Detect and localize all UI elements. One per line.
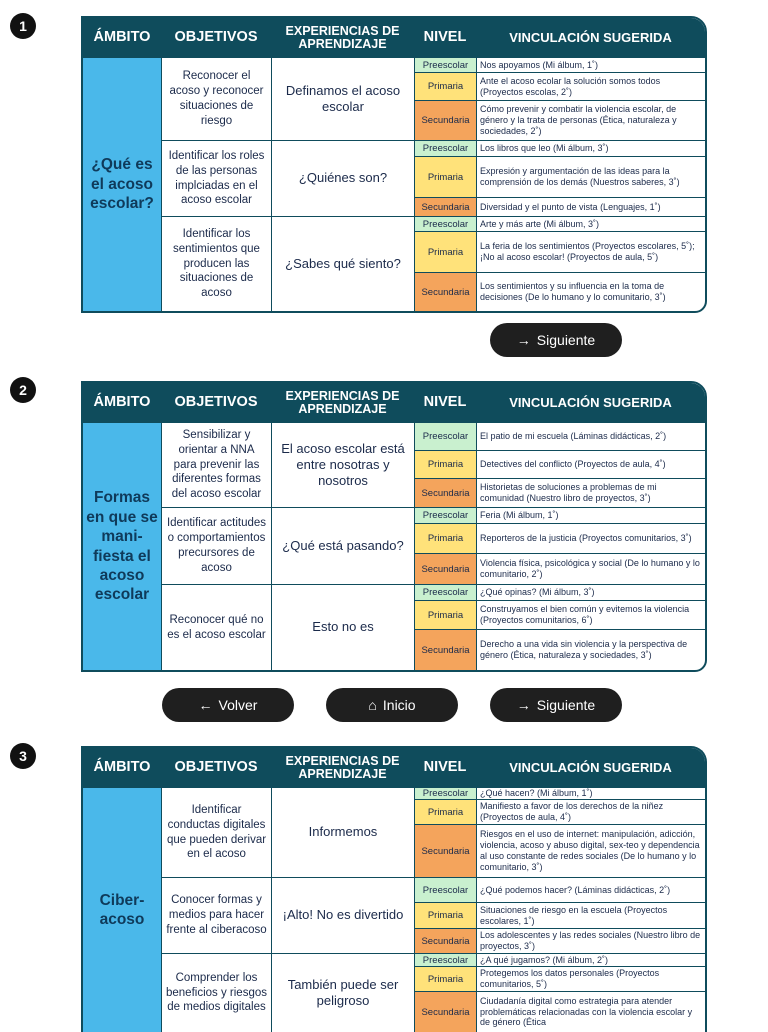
table-row xyxy=(162,217,705,311)
level-secundaria: Secundaria xyxy=(415,273,477,311)
level-secundaria: Secundaria xyxy=(415,630,477,670)
link-text: ¿Qué hacen? (Mi álbum, 1˚) xyxy=(480,788,593,799)
level-preescolar: Preescolar xyxy=(415,788,477,799)
ambito-cell: ¿Qué es el acoso escolar? xyxy=(83,58,162,311)
level-secundaria: Secundaria xyxy=(415,479,477,507)
experience-cell: ¿Quiénes son? xyxy=(272,141,415,216)
link-text: Derecho a una vida sin violencia y la perspectiva de género (Ética, naturaleza y sociedades, 3˚) xyxy=(480,639,688,660)
objective-cell: Identificar los roles de las personas implciadas en el acoso escolar xyxy=(162,141,272,216)
next-label: Siguiente xyxy=(536,697,596,713)
experience-cell: Esto no es xyxy=(272,585,415,670)
header-objetivos: OBJETIVOS xyxy=(174,759,258,776)
link-text: Detectives del conflicto (Proyectos de aula, 4˚) xyxy=(480,459,666,470)
section-number: 1 xyxy=(10,13,36,39)
level-secundaria: Secundaria xyxy=(415,992,477,1032)
experience-cell: El acoso escolar está entre nosotras y nosotros xyxy=(272,423,415,507)
experience-cell: ¡Alto! No es divertido xyxy=(272,878,415,953)
link-text: Feria (Mi álbum, 1˚) xyxy=(480,510,559,521)
level-primaria: Primaria xyxy=(415,524,477,553)
table-row xyxy=(162,788,705,878)
table-row xyxy=(162,58,705,141)
level-preescolar: Preescolar xyxy=(415,508,477,523)
next-button[interactable] xyxy=(490,323,622,357)
link-text: Ante el acoso ecolar la solución somos todos (Proyectos escolas, 2˚) xyxy=(480,75,661,97)
header-experiencias: EXPERIENCIAS DE APRENDIZAJE xyxy=(285,23,400,51)
link-text: Nos apoyamos (Mi álbum, 1˚) xyxy=(480,59,599,70)
ambito-cell: Formas en que se mani- fiesta el acoso escolar xyxy=(83,423,162,670)
table-row xyxy=(162,141,705,217)
header-nivel: NIVEL xyxy=(423,29,467,46)
link-text: ¿Qué podemos hacer? (Láminas didácticas, 2˚) xyxy=(480,884,671,895)
header-ambito: ÁMBITO xyxy=(93,29,151,46)
back-button[interactable] xyxy=(162,688,294,722)
table-header xyxy=(83,748,705,788)
level-preescolar: Preescolar xyxy=(415,141,477,156)
next-label: Siguiente xyxy=(536,332,596,348)
objective-cell: Reconocer el acoso y reconocer situaciones de riesgo xyxy=(162,58,272,140)
link-text: Protegemos los datos personales (Proyectos comunitarios, 5˚) xyxy=(480,968,660,989)
level-primaria: Primaria xyxy=(415,451,477,478)
level-preescolar: Preescolar xyxy=(415,878,477,902)
link-text: Manifiesto a favor de los derechos de la niñez (Proyectos de aula, 4˚) xyxy=(480,801,664,822)
experience-cell: ¿Sabes qué siento? xyxy=(272,217,415,311)
link-text: Riesgos en el uso de internet: manipulación, adicción, violencia, acoso y abuso digital, sex-teo y dependencia al uso constante de redes sociales (De lo humano y lo comunitario, 3˚) xyxy=(480,829,700,872)
table-row xyxy=(162,878,705,954)
level-secundaria: Secundaria xyxy=(415,198,477,216)
level-secundaria: Secundaria xyxy=(415,554,477,584)
experience-cell: También puede ser peligroso xyxy=(272,954,415,1032)
curriculum-table xyxy=(81,746,707,1032)
header-ambito: ÁMBITO xyxy=(93,759,151,776)
level-primaria: Primaria xyxy=(415,601,477,629)
next-button[interactable] xyxy=(490,688,622,722)
curriculum-table xyxy=(81,16,707,313)
objective-cell: Identificar actitudes o comportamientos precursores de acoso xyxy=(162,508,272,584)
home-button[interactable] xyxy=(326,688,458,722)
level-secundaria: Secundaria xyxy=(415,825,477,877)
experience-cell: ¿Qué está pasando? xyxy=(272,508,415,584)
arrow-right-icon: → xyxy=(516,332,531,348)
objective-cell: Sensibilizar y orientar a NNA para prevenir las diferentes formas del acoso escolar xyxy=(162,423,272,507)
experience-cell: Definamos el acoso escolar xyxy=(272,58,415,140)
link-text: Historietas de soluciones a problemas de mi comunidad (Nuestro libro de proyectos, 3˚) xyxy=(480,482,657,503)
level-secundaria: Secundaria xyxy=(415,101,477,140)
link-text: ¿Qué opinas? (Mi álbum, 3˚) xyxy=(480,587,595,598)
table-row xyxy=(162,423,705,508)
link-text: Cómo prevenir y combatir la violencia escolar, de género y la trata de personas (Ética, naturaleza y sociedades, 2˚) xyxy=(480,104,677,136)
objective-cell: Conocer formas y medios para hacer frente al ciberacoso xyxy=(162,878,272,953)
level-primaria: Primaria xyxy=(415,800,477,824)
level-secundaria: Secundaria xyxy=(415,929,477,953)
header-vinculacion: VINCULACIÓN SUGERIDA xyxy=(509,395,672,411)
objective-cell: Identificar conductas digitales que pueden derivar en el acoso xyxy=(162,788,272,877)
header-vinculacion: VINCULACIÓN SUGERIDA xyxy=(509,30,672,46)
header-experiencias: EXPERIENCIAS DE APRENDIZAJE xyxy=(285,388,400,416)
table-header xyxy=(83,383,705,423)
level-primaria: Primaria xyxy=(415,903,477,928)
header-nivel: NIVEL xyxy=(423,759,467,776)
link-text: Los adolescentes y las redes sociales (Nuestro libro de proyectos, 3˚) xyxy=(480,930,701,951)
level-primaria: Primaria xyxy=(415,73,477,100)
level-preescolar: Preescolar xyxy=(415,954,477,966)
objective-cell: Comprender los beneficios y riesgos de medios digitales xyxy=(162,954,272,1032)
link-text: Los sentimientos y su influencia en la toma de decisiones (De lo humano y lo comunitario, 3˚) xyxy=(480,281,666,302)
link-text: Situaciones de riesgo en la escuela (Proyectos escolares, 1˚) xyxy=(480,904,668,926)
level-preescolar: Preescolar xyxy=(415,58,477,72)
link-text: Reporteros de la justicia (Proyectos comunitarios, 3˚) xyxy=(480,533,692,544)
header-vinculacion: VINCULACIÓN SUGERIDA xyxy=(509,760,672,776)
header-objetivos: OBJETIVOS xyxy=(174,394,258,411)
table-row xyxy=(162,954,705,1032)
link-text: Violencia física, psicológica y social (De lo humano y lo comunitario, 2˚) xyxy=(480,558,700,579)
curriculum-table xyxy=(81,381,707,672)
link-text: Diversidad y el punto de vista (Lenguajes, 1˚) xyxy=(480,201,661,212)
table-row xyxy=(162,508,705,585)
link-text: Ciudadanía digital como estrategia para atender problemáticas relacionadas con la violencia escolar y de género (Ética xyxy=(480,995,693,1028)
section-number: 2 xyxy=(10,377,36,403)
arrow-right-icon: → xyxy=(516,697,531,713)
experience-cell: Informemos xyxy=(272,788,415,877)
ambito-cell: Ciber- acoso xyxy=(83,788,162,1032)
table-header xyxy=(83,18,705,58)
link-text: El patio de mi escuela (Láminas didácticas, 2˚) xyxy=(480,431,667,442)
link-text: Arte y más arte (Mi álbum, 3˚) xyxy=(480,218,600,229)
header-nivel: NIVEL xyxy=(423,394,467,411)
objective-cell: Identificar los sentimientos que producen las situaciones de acoso xyxy=(162,217,272,311)
link-text: ¿A qué jugamos? (Mi álbum, 2˚) xyxy=(480,954,609,965)
section-number: 3 xyxy=(10,743,36,769)
header-ambito: ÁMBITO xyxy=(93,394,151,411)
header-objetivos: OBJETIVOS xyxy=(174,29,258,46)
level-preescolar: Preescolar xyxy=(415,217,477,231)
home-icon: ⌂ xyxy=(368,697,377,713)
header-experiencias: EXPERIENCIAS DE APRENDIZAJE xyxy=(285,753,400,781)
level-primaria: Primaria xyxy=(415,157,477,197)
level-primaria: Primaria xyxy=(415,232,477,272)
home-label: Inicio xyxy=(382,697,416,713)
link-text: La feria de los sentimientos (Proyectos escolares, 5˚); ¡No al acoso escolar! (Proyectos de aula, 5˚) xyxy=(480,241,695,262)
back-label: Volver xyxy=(218,697,258,713)
table-row xyxy=(162,585,705,670)
link-text: Construyamos el bien común y evitemos la violencia (Proyectos comunitarios, 6˚) xyxy=(480,604,690,625)
objective-cell: Reconocer qué no es el acoso escolar xyxy=(162,585,272,670)
link-text: Expresión y argumentación de las ideas para la comprensión de los demás (Nuestros saberes, 3˚) xyxy=(480,166,680,187)
level-primaria: Primaria xyxy=(415,967,477,991)
link-text: Los libros que leo (Mi álbum, 3˚) xyxy=(480,143,609,154)
level-preescolar: Preescolar xyxy=(415,585,477,600)
level-preescolar: Preescolar xyxy=(415,423,477,450)
arrow-left-icon: ← xyxy=(198,697,213,713)
